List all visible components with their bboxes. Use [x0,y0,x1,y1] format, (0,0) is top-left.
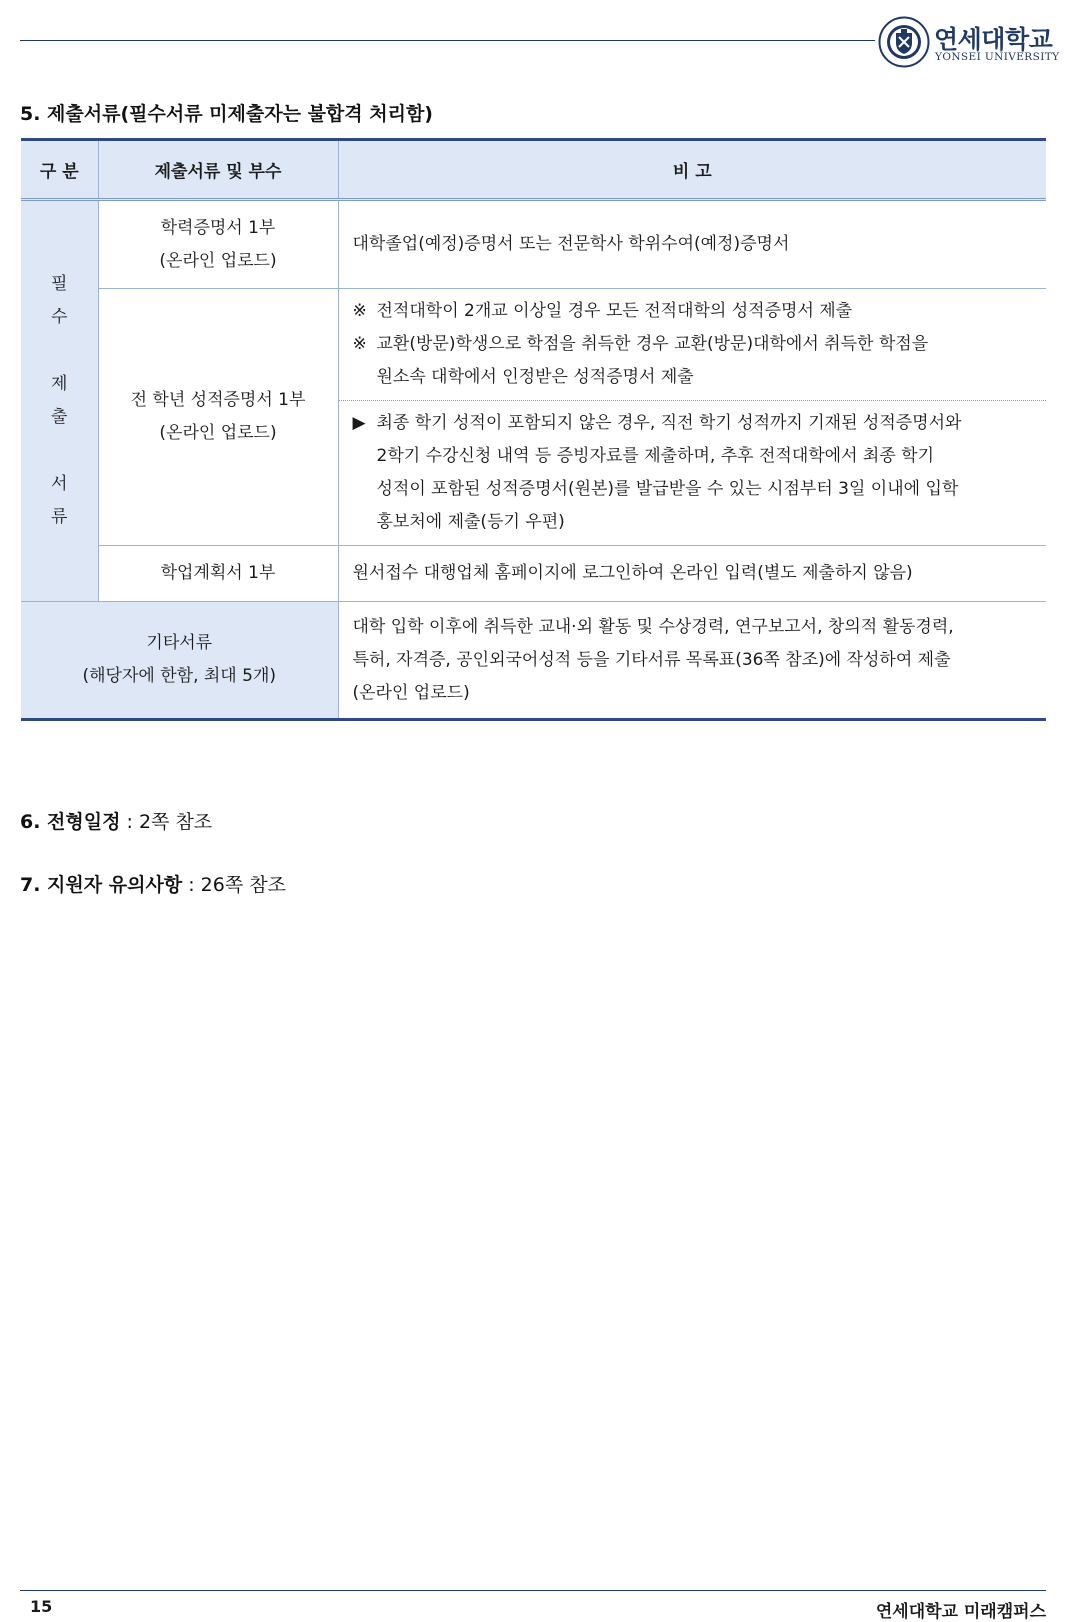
header-remarks: 비 고 [338,140,1046,200]
required-category-label: 필 수 제 출 서 류 [51,274,68,527]
table-row [21,546,1046,602]
page-number: 15 [30,1597,53,1616]
arrow-bullet-icon: ▶ [352,413,366,433]
document-cell: 전 학년 성적증명서 1부 (온라인 업로드) [98,289,338,546]
section-6-schedule: 6. 전형일정 : 2쪽 참조 [20,811,213,833]
footer-rule [20,1590,1046,1591]
remark-cell [338,289,1046,546]
university-logo [878,16,1060,68]
transcript-notes: ※ 전적대학이 2개교 이상일 경우 모든 전적대학의 성적증명서 제출 ※ 교환(방문)학생으로 학점을 취득한 경우 교환(방문)대학에서 취득한 학점을 원소속 대학에서 인정받은 성적증명서 제출 [352,301,929,387]
document-cell: 학업계획서 1부 [98,546,338,602]
required-category-cell [21,200,98,602]
logo-english-name: YONSEI UNIVERSITY [935,51,1060,63]
table-row [21,602,1046,720]
document-cell: 학력증명서 1부 (온라인 업로드) [98,200,338,289]
remark-cell: 대학 입학 이후에 취득한 교내·외 활동 및 수상경력, 연구보고서, 창의적 활동경력, 특허, 자격증, 공인외국어성적 등을 기타서류 목록표(36쪽 참조)에 작성하여 제출 (온라인 업로드) [338,602,1046,720]
final-semester-notes: ▶ 최종 학기 성적이 포함되지 않은 경우, 직전 학기 성적까지 기재된 성적증명서와 2학기 수강신청 내역 등 증빙자료를 제출하며, 추후 전적대학에서 최종 학기 성적이 포함된 성적증명서(원본)를 발급받을 수 있는 시점부터 3일 이내에 입학 홍보처에 제출(등기 우편) [339,400,1047,545]
header-category: 구 분 [21,140,98,200]
remark-cell: 원서접수 대행업체 홈페이지에 로그인하여 온라인 입력(별도 제출하지 않음) [338,546,1046,602]
required-documents-table [21,138,1046,721]
yonsei-emblem-icon [878,16,930,68]
section-7-notes: 7. 지원자 유의사항 : 26쪽 참조 [20,874,286,896]
table-header-row [21,140,1046,200]
logo-korean-name: 연세대학교 [934,25,1053,54]
remark-cell: 대학졸업(예정)증명서 또는 전문학사 학위수여(예정)증명서 [338,200,1046,289]
header-documents: 제출서류 및 부수 [98,140,338,200]
section-5-title: 5. 제출서류(필수서류 미제출자는 불합격 처리함) [20,103,433,125]
other-documents-cell: 기타서류 (해당자에 한함, 최대 5개) [21,602,338,720]
table-row [21,289,1046,546]
header-rule [20,40,875,41]
footer-campus-name: 연세대학교 미래캠퍼스 [875,1602,1046,1622]
table-row [21,200,1046,289]
